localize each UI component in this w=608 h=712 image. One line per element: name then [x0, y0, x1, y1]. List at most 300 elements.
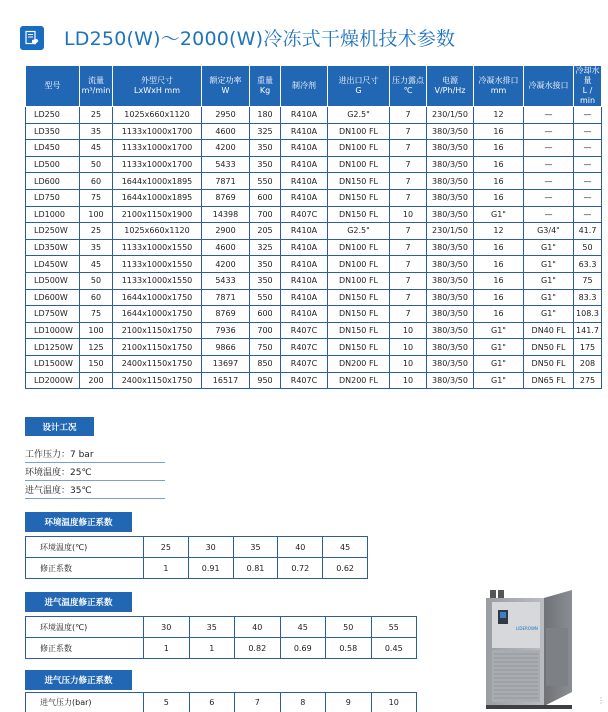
table-cell: 380/3/50: [427, 272, 474, 289]
refrigerated-dryer-photo: [484, 588, 574, 711]
inlet-temp-correction-title: 进气温度修正系数: [25, 592, 132, 612]
ambient-correction-table: [25, 536, 368, 579]
row-label: 环境温度(℃): [26, 617, 144, 638]
table-cell: 9866: [202, 339, 250, 356]
inlet-pressure-correction-title: 进气压力修正系数: [25, 670, 132, 690]
table-cell: 35: [80, 123, 113, 140]
table-cell: 16: [474, 306, 524, 323]
column-header: [328, 66, 390, 107]
table-cell: 7: [390, 173, 427, 190]
table-cell: 7: [390, 256, 427, 273]
table-cell: 14398: [202, 206, 250, 223]
table-cell: 13697: [202, 355, 250, 372]
brand-logo: LIDEROWN: [516, 626, 538, 631]
column-header-unit: L / min: [574, 86, 601, 106]
column-header: [281, 66, 328, 107]
table-row: [26, 272, 602, 289]
table-cell: R410A: [281, 223, 328, 240]
table-cell: 10: [390, 322, 427, 339]
table-cell: 380/3/50: [427, 239, 474, 256]
table-cell: G1": [524, 239, 574, 256]
table-cell: G2.5": [328, 107, 390, 124]
table-cell: 1644x1000x1750: [113, 306, 202, 323]
table-cell: 850: [250, 355, 281, 372]
table-cell: R410A: [281, 156, 328, 173]
table-cell: DN150 FL: [328, 189, 390, 206]
table-cell: DN150 FL: [328, 289, 390, 306]
table-cell: 380/3/50: [427, 256, 474, 273]
table-cell: 50: [80, 156, 113, 173]
column-header: [474, 66, 524, 107]
table-cell: —: [524, 123, 574, 140]
model-cell: LD250W: [26, 223, 80, 240]
table-cell: 150: [80, 355, 113, 372]
table-cell: 16: [474, 156, 524, 173]
table-cell: 2100x1150x1750: [113, 322, 202, 339]
row-label: 修正系数: [26, 558, 144, 579]
table-cell: 8: [280, 693, 326, 712]
inlet-pressure-correction-table: [25, 692, 417, 712]
table-cell: —: [574, 107, 602, 124]
table-cell: 205: [250, 223, 281, 240]
table-cell: 600: [250, 189, 281, 206]
column-header-label: 型号: [26, 81, 79, 91]
page-title: LD250(W)～2000(W)冷冻式干燥机技术参数: [64, 24, 455, 51]
table-row: [26, 537, 368, 558]
table-row: [26, 322, 602, 339]
model-cell: LD350: [26, 123, 80, 140]
table-cell: 1133x1000x1550: [113, 256, 202, 273]
table-cell: 2100x1150x1750: [113, 339, 202, 356]
table-row: [26, 617, 417, 638]
table-cell: DN200 FL: [328, 355, 390, 372]
design-condition-pressure: 工作压力：7 bar: [25, 447, 165, 463]
table-cell: G2.5": [328, 223, 390, 240]
model-cell: LD750: [26, 189, 80, 206]
table-cell: —: [524, 107, 574, 124]
table-cell: —: [574, 140, 602, 157]
table-cell: 16: [474, 189, 524, 206]
table-cell: 50: [326, 617, 372, 638]
table-cell: DN150 FL: [328, 173, 390, 190]
table-row: [26, 306, 602, 323]
table-cell: —: [574, 189, 602, 206]
model-cell: LD750W: [26, 306, 80, 323]
table-cell: 9: [326, 693, 372, 712]
table-cell: 1133x1000x1550: [113, 272, 202, 289]
table-cell: G1": [474, 206, 524, 223]
table-cell: 41.7: [574, 223, 602, 240]
column-header-label: 压力露点: [390, 76, 426, 86]
table-cell: 2400x1150x1750: [113, 355, 202, 372]
table-row: [26, 206, 602, 223]
table-cell: 2900: [202, 223, 250, 240]
table-cell: 10: [390, 339, 427, 356]
table-cell: 2950: [202, 107, 250, 124]
table-cell: 16: [474, 256, 524, 273]
table-cell: 16: [474, 272, 524, 289]
table-cell: 350: [250, 272, 281, 289]
table-cell: 16: [474, 239, 524, 256]
table-cell: 700: [250, 206, 281, 223]
column-header-unit: LxWxH mm: [113, 86, 201, 96]
table-row: [26, 558, 368, 579]
table-cell: —: [574, 173, 602, 190]
table-cell: 100: [80, 322, 113, 339]
table-cell: 10: [390, 355, 427, 372]
table-cell: 175: [574, 339, 602, 356]
table-row: [26, 123, 602, 140]
model-cell: LD2000W: [26, 372, 80, 389]
table-cell: 16: [474, 140, 524, 157]
table-cell: —: [574, 123, 602, 140]
table-cell: 0.81: [233, 558, 278, 579]
table-cell: 50: [80, 272, 113, 289]
table-cell: DN150 FL: [328, 339, 390, 356]
column-header-label: 冷凝水接口: [524, 81, 573, 91]
table-cell: 1: [144, 558, 189, 579]
table-cell: 325: [250, 123, 281, 140]
table-cell: G1": [474, 355, 524, 372]
table-cell: 1: [144, 638, 190, 659]
table-cell: 380/3/50: [427, 289, 474, 306]
table-cell: 380/3/50: [427, 306, 474, 323]
table-cell: R407C: [281, 372, 328, 389]
table-cell: 380/3/50: [427, 140, 474, 157]
table-cell: 30: [144, 617, 190, 638]
table-cell: 7: [390, 306, 427, 323]
table-cell: 950: [250, 372, 281, 389]
table-cell: 380/3/50: [427, 156, 474, 173]
table-cell: 10: [390, 372, 427, 389]
table-cell: —: [524, 140, 574, 157]
table-cell: 0.45: [371, 638, 417, 659]
table-cell: 40: [278, 537, 323, 558]
table-row: [26, 289, 602, 306]
model-cell: LD1000: [26, 206, 80, 223]
column-header-unit: W: [202, 86, 249, 96]
table-cell: 350: [250, 256, 281, 273]
table-cell: 0.62: [323, 558, 368, 579]
table-cell: 550: [250, 289, 281, 306]
inlet-temp-correction-table: [25, 616, 417, 659]
table-row: [26, 173, 602, 190]
table-cell: 7871: [202, 173, 250, 190]
table-cell: R410A: [281, 256, 328, 273]
table-cell: 63.3: [574, 256, 602, 273]
table-cell: —: [574, 156, 602, 173]
table-cell: 380/3/50: [427, 372, 474, 389]
table-cell: DN100 FL: [328, 140, 390, 157]
table-cell: 125: [80, 339, 113, 356]
table-cell: DN65 FL: [524, 372, 574, 389]
table-row: [26, 107, 602, 124]
table-cell: 0.82: [235, 638, 281, 659]
column-header: [26, 66, 80, 107]
document-hand-icon: [20, 26, 44, 50]
table-cell: —: [524, 206, 574, 223]
design-conditions-title: 设计工况: [25, 417, 94, 436]
table-cell: 16: [474, 173, 524, 190]
column-header-unit: mm: [474, 86, 523, 96]
table-cell: 7: [390, 189, 427, 206]
column-header-unit: ℃: [390, 86, 426, 96]
table-cell: 16: [474, 123, 524, 140]
column-header-label: 冷凝水排口: [474, 76, 523, 86]
table-cell: 7871: [202, 289, 250, 306]
table-cell: 1133x1000x1700: [113, 156, 202, 173]
table-cell: 45: [323, 537, 368, 558]
table-cell: 4200: [202, 256, 250, 273]
table-cell: DN40 FL: [524, 322, 574, 339]
table-cell: 7: [390, 107, 427, 124]
table-cell: G1": [474, 322, 524, 339]
column-header-label: 电源: [427, 76, 473, 86]
table-cell: 4600: [202, 239, 250, 256]
table-cell: 0.69: [280, 638, 326, 659]
column-header: [80, 66, 113, 107]
table-cell: 350: [250, 156, 281, 173]
table-cell: G1": [474, 372, 524, 389]
column-header: [524, 66, 574, 107]
table-cell: 12: [474, 107, 524, 124]
table-row: [26, 693, 417, 712]
table-row: [26, 189, 602, 206]
table-cell: R407C: [281, 339, 328, 356]
table-row: [26, 372, 602, 389]
table-cell: 30: [188, 537, 233, 558]
table-cell: 35: [80, 239, 113, 256]
model-cell: LD1250W: [26, 339, 80, 356]
table-cell: R410A: [281, 189, 328, 206]
table-cell: 5433: [202, 156, 250, 173]
table-cell: 1644x1000x1750: [113, 289, 202, 306]
table-cell: DN100 FL: [328, 239, 390, 256]
table-cell: R410A: [281, 272, 328, 289]
table-cell: —: [574, 206, 602, 223]
table-cell: R410A: [281, 140, 328, 157]
table-cell: 700: [250, 322, 281, 339]
column-header-label: 额定功率: [202, 76, 249, 86]
table-cell: 55: [371, 617, 417, 638]
model-cell: LD1500W: [26, 355, 80, 372]
table-cell: 380/3/50: [427, 123, 474, 140]
table-cell: —: [524, 189, 574, 206]
table-cell: 325: [250, 239, 281, 256]
table-cell: 380/3/50: [427, 322, 474, 339]
table-cell: DN50 FL: [524, 339, 574, 356]
table-cell: 230/1/50: [427, 223, 474, 240]
model-cell: LD250: [26, 107, 80, 124]
table-cell: R410A: [281, 289, 328, 306]
column-header-label: 重量: [250, 76, 280, 86]
table-cell: G1": [524, 289, 574, 306]
table-cell: DN150 FL: [328, 306, 390, 323]
table-row: [26, 638, 417, 659]
table-cell: 7: [390, 140, 427, 157]
table-cell: DN100 FL: [328, 272, 390, 289]
table-cell: 380/3/50: [427, 206, 474, 223]
table-cell: 1644x1000x1895: [113, 173, 202, 190]
table-cell: 35: [233, 537, 278, 558]
table-cell: 1: [189, 638, 235, 659]
table-cell: 1133x1000x1700: [113, 140, 202, 157]
table-cell: 60: [80, 173, 113, 190]
table-cell: 380/3/50: [427, 173, 474, 190]
table-cell: —: [524, 173, 574, 190]
table-cell: 8769: [202, 306, 250, 323]
table-cell: 180: [250, 107, 281, 124]
row-label: 进气压力(bar): [26, 693, 144, 712]
table-cell: 35: [189, 617, 235, 638]
table-cell: 10: [390, 206, 427, 223]
spec-table-head: [26, 66, 602, 107]
table-cell: 8769: [202, 189, 250, 206]
table-cell: 75: [80, 189, 113, 206]
table-cell: 7936: [202, 322, 250, 339]
table-cell: DN100 FL: [328, 156, 390, 173]
column-header: [427, 66, 474, 107]
table-cell: 108.3: [574, 306, 602, 323]
table-cell: 350: [250, 140, 281, 157]
table-cell: DN100 FL: [328, 256, 390, 273]
table-row: [26, 355, 602, 372]
table-cell: 6: [189, 693, 235, 712]
table-cell: 16517: [202, 372, 250, 389]
table-cell: R410A: [281, 306, 328, 323]
table-row: [26, 223, 602, 240]
table-row: [26, 339, 602, 356]
table-cell: DN100 FL: [328, 123, 390, 140]
table-cell: 16: [474, 289, 524, 306]
table-cell: 50: [574, 239, 602, 256]
table-cell: 45: [80, 256, 113, 273]
table-cell: 750: [250, 339, 281, 356]
table-cell: 1025x660x1120: [113, 107, 202, 124]
table-cell: 4200: [202, 140, 250, 157]
table-cell: 7: [390, 289, 427, 306]
table-cell: 100: [80, 206, 113, 223]
table-cell: G1": [524, 256, 574, 273]
model-cell: LD500: [26, 156, 80, 173]
page-header: [20, 24, 455, 51]
model-cell: LD600W: [26, 289, 80, 306]
table-cell: 0.91: [188, 558, 233, 579]
ambient-correction-title: 环境温度修正系数: [25, 512, 132, 532]
table-cell: 380/3/50: [427, 339, 474, 356]
column-header: [113, 66, 202, 107]
model-cell: LD350W: [26, 239, 80, 256]
table-cell: 200: [80, 372, 113, 389]
table-cell: 25: [144, 537, 189, 558]
table-cell: 83.3: [574, 289, 602, 306]
row-label: 修正系数: [26, 638, 144, 659]
table-cell: R410A: [281, 107, 328, 124]
column-header: [390, 66, 427, 107]
table-cell: DN200 FL: [328, 372, 390, 389]
table-cell: 7: [390, 239, 427, 256]
table-cell: —: [524, 156, 574, 173]
table-cell: 75: [574, 272, 602, 289]
table-cell: 380/3/50: [427, 355, 474, 372]
table-cell: 12: [474, 223, 524, 240]
table-cell: 10: [371, 693, 417, 712]
table-cell: 275: [574, 372, 602, 389]
column-header-label: 外型尺寸: [113, 76, 201, 86]
model-cell: LD600: [26, 173, 80, 190]
table-cell: 0.72: [278, 558, 323, 579]
table-cell: 45: [280, 617, 326, 638]
table-cell: 2100x1150x1900: [113, 206, 202, 223]
table-row: [26, 140, 602, 157]
table-row: [26, 239, 602, 256]
table-cell: 600: [250, 306, 281, 323]
table-cell: 1644x1000x1895: [113, 189, 202, 206]
table-cell: R410A: [281, 239, 328, 256]
table-cell: 7: [390, 156, 427, 173]
design-condition-ambient: 环境温度：25℃: [25, 465, 165, 481]
row-label: 环境温度(℃): [26, 537, 144, 558]
model-cell: LD450W: [26, 256, 80, 273]
table-cell: 208: [574, 355, 602, 372]
table-cell: 25: [80, 223, 113, 240]
table-cell: G3/4": [524, 223, 574, 240]
table-cell: 0.58: [326, 638, 372, 659]
table-cell: 5433: [202, 272, 250, 289]
table-cell: R407C: [281, 206, 328, 223]
table-cell: 25: [80, 107, 113, 124]
table-cell: 1133x1000x1700: [113, 123, 202, 140]
column-header-label: 冷却水量: [574, 66, 601, 86]
table-cell: DN150 FL: [328, 322, 390, 339]
table-cell: DN50 FL: [524, 355, 574, 372]
more-vertical-icon: ⋮: [597, 696, 605, 705]
table-row: [26, 256, 602, 273]
table-cell: R410A: [281, 173, 328, 190]
column-header-unit: V/Ph/Hz: [427, 86, 473, 96]
column-header-unit: Kg: [250, 86, 280, 96]
column-header-label: 制冷剂: [281, 81, 327, 91]
table-cell: 60: [80, 289, 113, 306]
table-cell: R407C: [281, 322, 328, 339]
model-cell: LD500W: [26, 272, 80, 289]
table-cell: 1025x660x1120: [113, 223, 202, 240]
table-cell: 7: [390, 272, 427, 289]
column-header: [202, 66, 250, 107]
column-header-label: 流量: [80, 76, 112, 86]
table-cell: 1133x1000x1550: [113, 239, 202, 256]
table-cell: R410A: [281, 123, 328, 140]
table-cell: G1": [524, 306, 574, 323]
model-cell: LD1000W: [26, 322, 80, 339]
table-cell: G1": [474, 339, 524, 356]
model-cell: LD450: [26, 140, 80, 157]
table-cell: DN150 FL: [328, 206, 390, 223]
table-cell: 7: [390, 123, 427, 140]
table-row: [26, 156, 602, 173]
table-cell: 141.7: [574, 322, 602, 339]
column-header-label: 进出口尺寸: [328, 76, 389, 86]
table-cell: 550: [250, 173, 281, 190]
table-cell: 7: [235, 693, 281, 712]
design-condition-inlet: 进气温度：35℃: [25, 483, 165, 499]
table-cell: 2400x1150x1750: [113, 372, 202, 389]
table-cell: 40: [235, 617, 281, 638]
table-cell: G1": [524, 272, 574, 289]
table-cell: 75: [80, 306, 113, 323]
column-header-unit: m³/min: [80, 86, 112, 96]
table-cell: 4600: [202, 123, 250, 140]
